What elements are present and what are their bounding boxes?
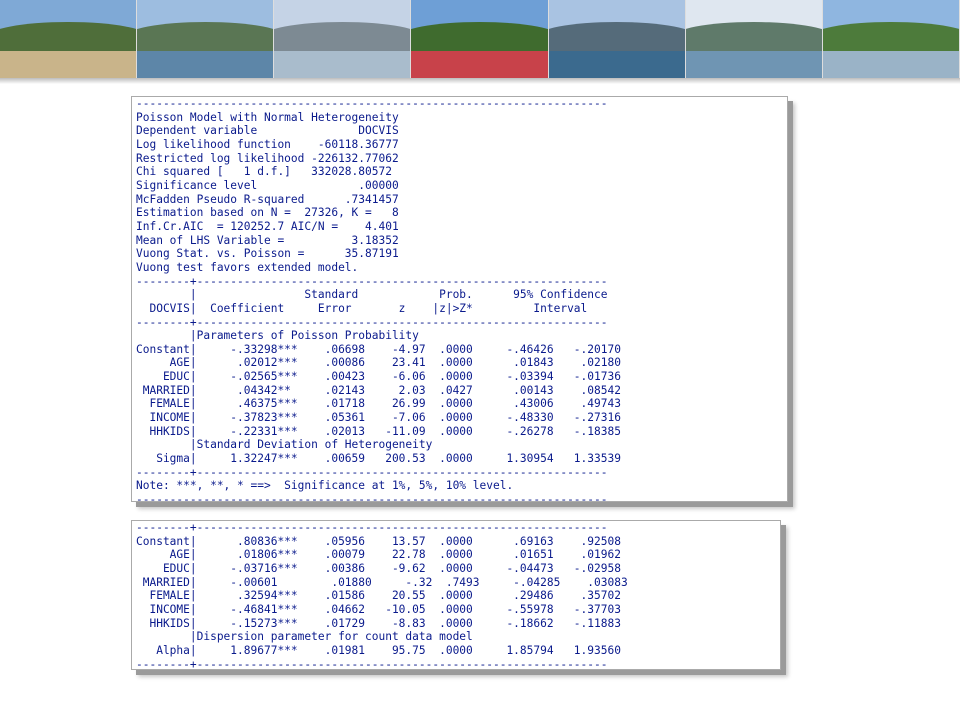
- banner-photo-park-flowers: [411, 0, 548, 78]
- output-line: FEMALE| .46375*** .01718 26.99 .0000 .43006 .49743: [136, 397, 621, 411]
- output-line: HHKIDS| -.22331*** .02013 -11.09 .0000 -.26278 -.18385: [136, 424, 621, 438]
- output-line: Chi squared [ 1 d.f.] 332028.80572: [136, 165, 392, 179]
- output-line: HHKIDS| -.15273*** .01729 -8.83 .0000 -.18662 -.11883: [136, 616, 621, 630]
- poisson-normal-heterogeneity-output: [131, 96, 788, 507]
- output-line: Constant| .80836*** .05956 13.57 .0000 .69163 .92508: [136, 534, 621, 548]
- negative-binomial-output: [131, 520, 781, 670]
- output-line: Dependent variable DOCVIS: [136, 124, 399, 138]
- output-line: Note: ***, **, * ==> Significance at 1%, 5%, 10% level.: [136, 479, 514, 493]
- output-line: ----------------------------------------------------------------------: [136, 493, 608, 507]
- output-line: DOCVIS| Coefficient Error z |z|>Z* Interval: [136, 301, 588, 315]
- output-line: Restricted log likelihood -226132.77062: [136, 151, 399, 165]
- output-line: Estimation based on N = 27326, K = 8: [136, 206, 399, 220]
- photo-hill: [411, 22, 548, 53]
- output-line: AGE| .01806*** .00079 22.78 .0000 .01651 .01962: [136, 548, 621, 562]
- output-line: MARRIED| .04342** .02143 2.03 .0427 .00143 .08542: [136, 383, 621, 397]
- output-line: Constant| -.33298*** .06698 -4.97 .0000 -.46426 -.20170: [136, 342, 621, 356]
- output-line: EDUC| -.02565*** .00423 -6.06 .0000 -.03394 -.01736: [136, 370, 621, 384]
- photo-banner: [0, 0, 960, 78]
- output-line: ----------------------------------------------------------------------: [136, 97, 608, 110]
- banner-photo-cloudy-lake: [686, 0, 823, 78]
- output-line: AGE| .02012*** .00086 23.41 .0000 .01843 .02180: [136, 356, 621, 370]
- regression-output-text: [132, 521, 780, 671]
- output-line: INCOME| -.37823*** .05361 -7.06 .0000 -.48330 -.27316: [136, 411, 621, 425]
- output-line: |Standard Deviation of Heterogeneity: [136, 438, 433, 452]
- photo-water: [137, 51, 273, 78]
- photo-hill: [549, 22, 686, 53]
- banner-photo-lake-city: [137, 0, 274, 78]
- output-line: INCOME| -.46841*** .04662 -10.05 .0000 -.55978 -.37703: [136, 602, 621, 616]
- banner-photo-hilltop-village: [0, 0, 137, 78]
- output-line: --------+-------------------------------------------------------------: [136, 315, 608, 329]
- output-line: Sigma| 1.32247*** .00659 200.53 .0000 1.30954 1.33539: [136, 452, 621, 466]
- output-line: --------+-------------------------------------------------------------: [136, 465, 608, 479]
- output-line: Alpha| 1.89677*** .01981 95.75 .0000 1.85794 1.93560: [136, 643, 621, 657]
- regression-output-text: [132, 97, 787, 507]
- output-line: Mean of LHS Variable = 3.18352: [136, 233, 399, 247]
- output-line: |Parameters of Poisson Probability: [136, 329, 419, 343]
- output-line: --------+-------------------------------------------------------------: [136, 274, 608, 288]
- output-line: --------+-------------------------------------------------------------: [136, 657, 608, 671]
- output-line: Vuong test favors extended model.: [136, 260, 359, 274]
- output-line: Inf.Cr.AIC = 120252.7 AIC/N = 4.401: [136, 219, 399, 233]
- photo-water: [0, 51, 136, 78]
- photo-hill: [0, 22, 137, 53]
- output-line: MARRIED| -.00601 .01880 -.32 .7493 -.04285 .03083: [136, 575, 628, 589]
- output-line: Vuong Stat. vs. Poisson = 35.87191: [136, 247, 399, 261]
- photo-water: [686, 51, 822, 78]
- output-line: Log likelihood function -60118.36777: [136, 137, 399, 151]
- output-line: | Standard Prob. 95% Confidence: [136, 288, 608, 302]
- output-line: --------+-------------------------------------------------------------: [136, 521, 608, 534]
- photo-water: [549, 51, 685, 78]
- photo-hill: [137, 22, 274, 53]
- photo-water: [823, 51, 959, 78]
- output-line: Significance level .00000: [136, 178, 399, 192]
- photo-water: [411, 51, 547, 78]
- banner-photo-lakeside-bench: [823, 0, 960, 78]
- output-line: |Dispersion parameter for count data model: [136, 630, 473, 644]
- banner-photo-mountain-lake: [549, 0, 686, 78]
- photo-hill: [686, 22, 823, 53]
- photo-hill: [823, 22, 960, 53]
- banner-photo-lakeside-promenade: [274, 0, 411, 78]
- output-line: FEMALE| .32594*** .01586 20.55 .0000 .29486 .35702: [136, 589, 621, 603]
- banner-shadow: [0, 78, 960, 84]
- output-line: EDUC| -.03716*** .00386 -9.62 .0000 -.04473 -.02958: [136, 561, 621, 575]
- photo-hill: [274, 22, 411, 53]
- photo-water: [274, 51, 410, 78]
- output-line: Poisson Model with Normal Heterogeneity: [136, 110, 399, 124]
- output-line: McFadden Pseudo R-squared .7341457: [136, 192, 399, 206]
